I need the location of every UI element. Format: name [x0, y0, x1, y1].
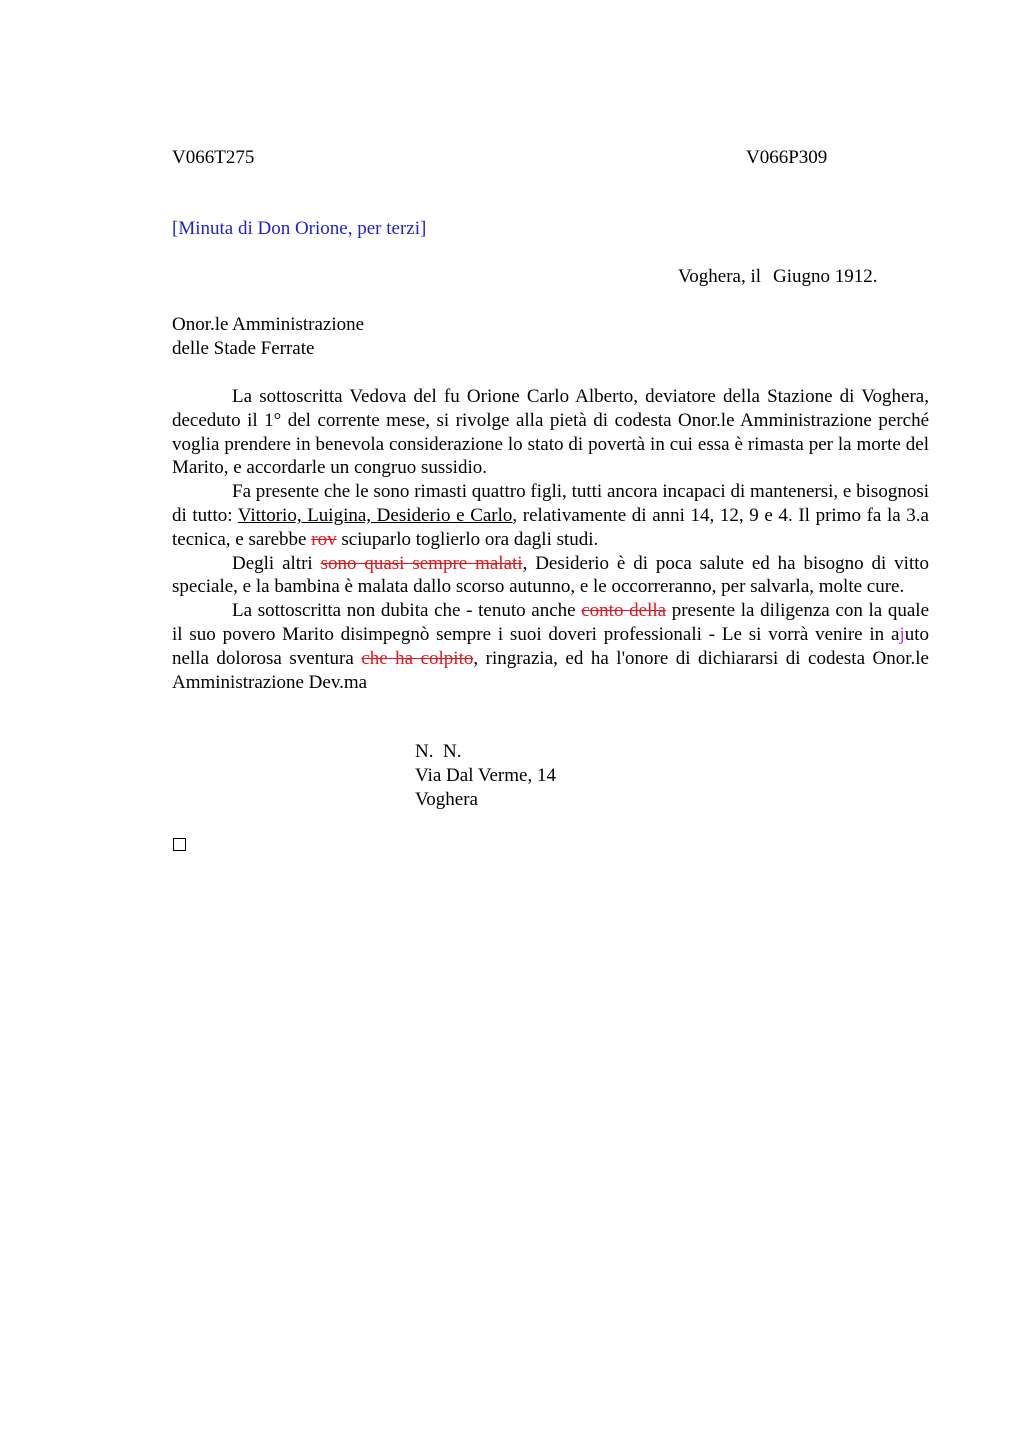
- date-place: Voghera, il: [678, 266, 762, 287]
- addressee-line-1: Onor.le Amministrazione: [172, 314, 365, 335]
- paragraph-2-text-b: , relativamente di anni 14, 12, 9 e 4. Il primo fa la 3.a tecnica, e sarebbe: [172, 504, 929, 550]
- date-value: Giugno 1912.: [773, 266, 878, 287]
- signature-city: Voghera: [415, 789, 478, 810]
- signature-block: [415, 740, 556, 812]
- paragraph-3-text-b: , Desiderio è di poca salute ed ha bisogno di vitto speciale, e la bambina è malata dallo scorso autunno, e le occorreranno, per salvarla, molte cure.: [172, 552, 929, 598]
- paragraph-2-text-a: Fa presente che le sono rimasti quattro figli, tutti ancora incapaci di mantenersi, e bisognosi di tutto:: [172, 481, 929, 526]
- document-code-left: V066T275: [172, 147, 255, 168]
- children-names: Vittorio, Luigina, Desiderio e Carlo: [237, 504, 513, 526]
- paragraph-4-text-c: uto nella dolorosa sventura: [172, 623, 929, 669]
- empty-square-icon: [173, 838, 186, 851]
- date-line: [678, 265, 878, 289]
- paragraph-4-text-b: presente la diligenza con la quale il suo povero Marito disimpegnò sempre i suoi doveri professionali - Le si vorrà venire in a: [172, 600, 930, 645]
- paragraph-4: [172, 599, 929, 694]
- deleted-text: conto della: [581, 600, 667, 622]
- addressee-line-2: delle Stade Ferrate: [172, 338, 315, 359]
- paragraph-4-text-d: , ringrazia, ed ha l'onore di dichiararsi di codesta Onor.le Amministrazione Dev.ma: [172, 647, 929, 693]
- paragraph-2: [172, 480, 929, 551]
- letter-body: [172, 385, 929, 694]
- deleted-text: sono quasi sempre malati: [320, 552, 523, 574]
- signature-name: N. N.: [415, 741, 462, 762]
- addressee: [172, 313, 364, 361]
- inserted-letter: j: [899, 623, 905, 645]
- paragraph-2-text-c: sciuparlo toglierlo ora dagli studi.: [336, 528, 599, 550]
- paragraph-3: [172, 552, 929, 600]
- signature-street: Via Dal Verme, 14: [415, 765, 556, 786]
- document-code-right: V066P309: [746, 147, 828, 168]
- paragraph-1-text: La sottoscritta Vedova del fu Orione Carlo Alberto, deviatore della Stazione di Voghera, deceduto il 1° del corrente mese, si rivolge alla pietà di codesta Onor.le Amministrazione perché voglia prendere in benevola considerazione lo stato di povertà in cui essa è rimasta per la morte del Marito, e accordarle un congruo sussidio.: [172, 386, 929, 479]
- paragraph-1: [172, 385, 929, 480]
- deleted-text: che ha colpito: [361, 647, 474, 669]
- deleted-text: rov: [311, 528, 337, 550]
- paragraph-4-text-a: La sottoscritta non dubita che - tenuto anche: [232, 600, 582, 622]
- paragraph-3-text-a: Degli altri: [232, 552, 321, 574]
- editorial-note: [Minuta di Don Orione, per terzi]: [172, 218, 427, 239]
